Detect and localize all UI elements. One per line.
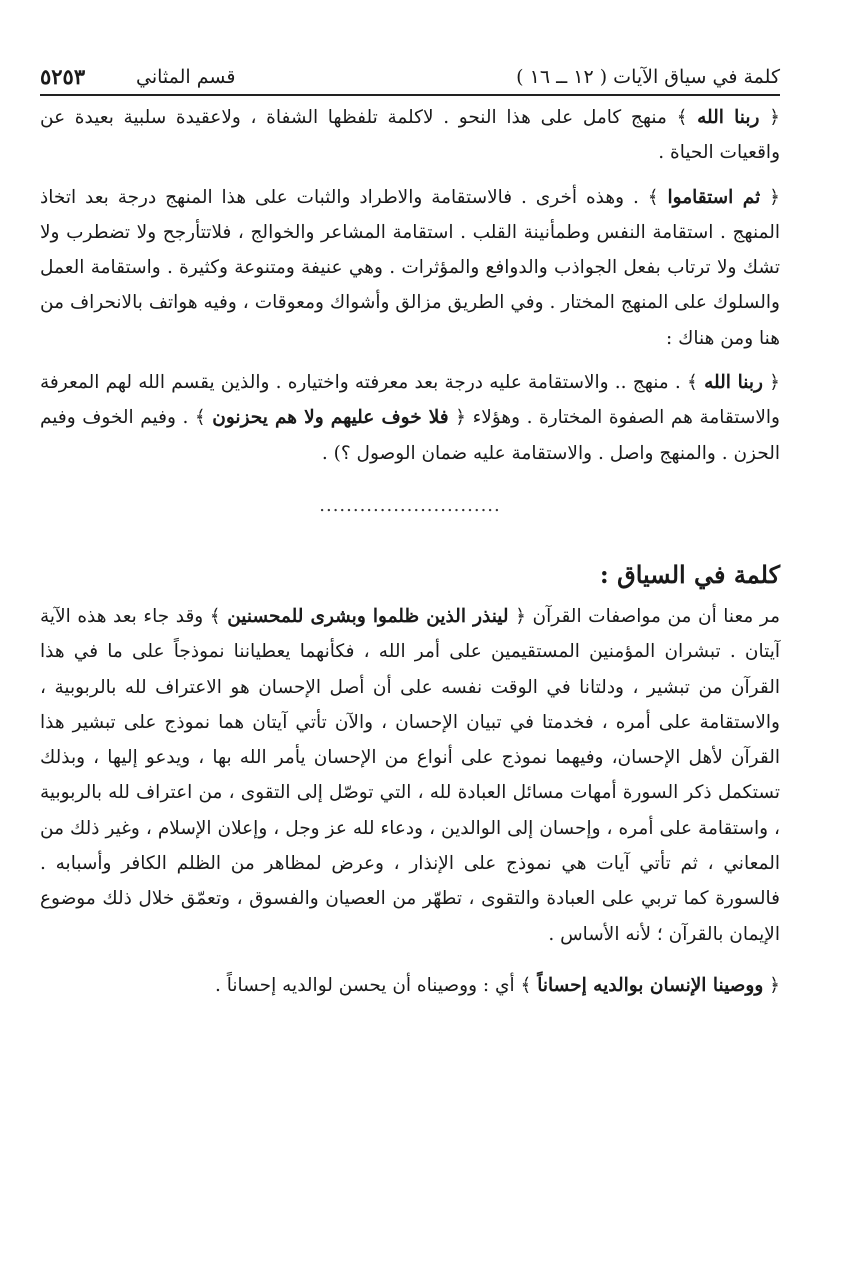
- quoted-verse: لينذر الذين ظلموا وبشرى للمحسنين: [227, 605, 509, 627]
- text-run: ﴿: [759, 107, 780, 128]
- text-run: ﴿: [760, 186, 780, 208]
- paragraph: [40, 180, 780, 356]
- section-separator: ...........................: [319, 494, 501, 516]
- text-run: مر معنا أن من مواصفات القرآن ﴿: [508, 605, 781, 627]
- document-page: [40, 58, 780, 1275]
- quoted-verse: ثم استقاموا: [667, 186, 761, 208]
- quoted-verse: ربنا الله: [704, 372, 763, 394]
- text-run: ﴾ . وهذه أخرى . فالاستقامة والاطراد والثبات على هذا المنهج درجة بعد اتخاذ المنهج . استقامة النفس وطمأنينة القلب . استقامة المشاعر والخوالج ، فلاتتأرجح ولا تضطرب ولا تشك ولا ترتاب بفعل الجواذب والدوافع والمؤثرات . وهي عنيفة ومتنوعة وكثيرة . واستقامة العمل والسلوك على المنهج المختار . وفي الطريق مزالق وأشواك ومعوقات ، وفيه هواتف بالانحراف من هنا ومن هناك :: [40, 186, 780, 349]
- text-run: ﴾ وقد جاء بعد هذه الآية آيتان . تبشران المؤمنين المستقيمين على أمر الله ، فكأنهما يعطياننا نموذجاً على ما في هذا القرآن من تبشير ، ودلتانا في الوقت نفسه على أن أصل الإحسان هو الاعتراف لله بالربوبية ، والاستقامة على أمره ، فخدمتا في تبيان الإحسان ، والآن تأتي آيتان هما نموذج على تبشير هذا القرآن لأهل الإحسان، وفيهما نموذج على أنواع من الإحسان يأمر الله بها ، ويدعو إليها ، وبذلك تستكمل ذكر السورة أمهات مسائل العبادة لله ، التي توصّل إلى التقوى ، من اعتراف لله بالربوبية ، واستقامة على أمره ، وإحسان إلى الوالدين ، ودعاء لله عز وجل ، وإعلان الإسلام ، وغير ذلك من المعاني ، ثم تأتي آيات هي نموذج على الإنذار ، وعرض لمظاهر من الظلم الكافر وأسبابه . فالسورة كما تربي على العبادة والتقوى ، تطهّر من العصيان والفسوق ، وتعمّق خلال ذلك موضوع الإيمان بالقرآن ؛ لأنه الأساس .: [40, 605, 780, 945]
- quoted-verse: ووصينا الإنسان بوالديه إحساناً: [537, 974, 764, 996]
- paragraph: [40, 599, 780, 952]
- page-number: ٥٢٥٣: [40, 64, 86, 89]
- text-run: ﴾ . وفيم الخوف وفيم الحزن . والمنهج واصل . والاستقامة عليه ضمان الوصول ؟) .: [40, 407, 780, 464]
- paragraph: [40, 968, 780, 1003]
- text-run: ﴿: [763, 974, 780, 996]
- section-heading: كلمة في السياق :: [599, 559, 780, 589]
- page-header: [40, 58, 780, 96]
- text-run: ﴾ . منهج .. والاستقامة عليه درجة بعد معرفته واختياره . والذين يقسم الله لهم المعرفة والاستقامة هم الصفوة المختارة . وهؤلاء ﴿: [40, 372, 780, 429]
- text-run: ﴾ منهج كامل على هذا النحو . لاكلمة تلفظها الشفاة ، ولاعقيدة سلبية بعيدة عن واقعيات الحياة .: [40, 107, 780, 164]
- paragraph: [40, 100, 780, 171]
- quoted-verse: ربنا الله: [697, 107, 760, 128]
- running-title: كلمة في سياق الآيات ( ١٢ ــ ١٦ ): [516, 66, 780, 88]
- text-run: ﴾ أي : ووصيناه أن يحسن لوالديه إحساناً .: [215, 974, 538, 996]
- section-title: قسم المثاني: [136, 66, 236, 88]
- paragraph: [40, 365, 780, 471]
- text-run: ﴿: [762, 372, 780, 394]
- quoted-verse: فلا خوف عليهم ولا هم يحزنون: [212, 407, 449, 429]
